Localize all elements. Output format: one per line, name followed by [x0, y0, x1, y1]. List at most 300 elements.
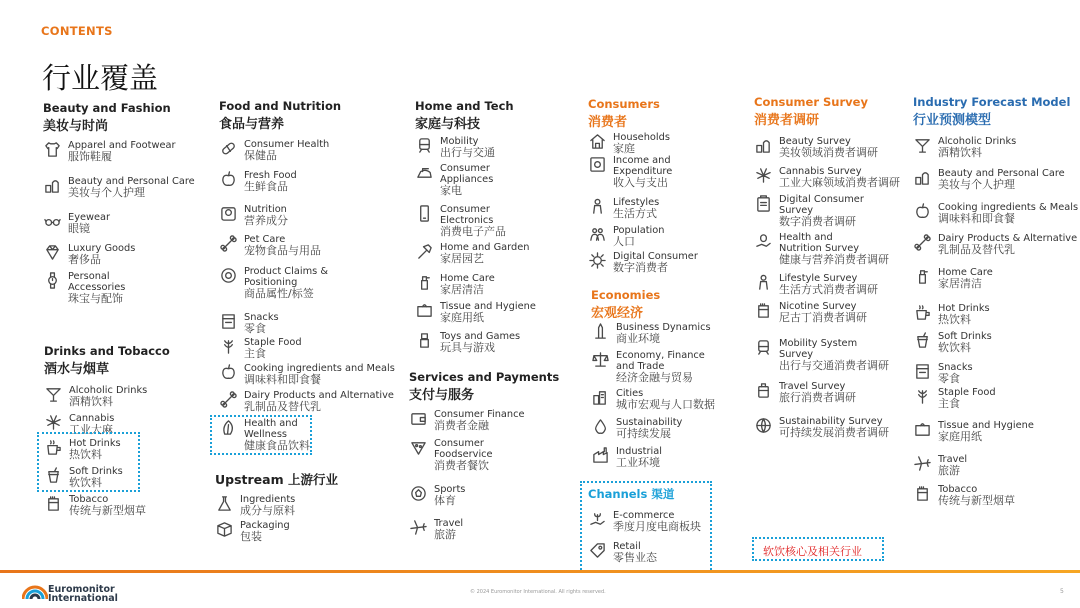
- item-label-en: Dairy Products and Alternative: [244, 390, 394, 401]
- list-item-economies: [591, 446, 662, 469]
- list-item-drinks: [44, 385, 147, 408]
- item-label-en: Population: [613, 225, 665, 236]
- highlight-box-health: [210, 415, 312, 455]
- item-text: [244, 139, 329, 162]
- item-label-en: Cooking ingredients and Meals: [244, 363, 395, 374]
- item-label-en: Consumer Finance: [434, 409, 525, 420]
- item-label-en: Cooking ingredients & Meals: [938, 202, 1079, 213]
- list-item-beauty: [43, 176, 195, 199]
- item-text: [244, 234, 321, 257]
- group-heading-forecast: [913, 95, 1070, 128]
- item-label-zh: 消费者金融: [434, 419, 489, 432]
- item-label-zh: 出行与交通: [440, 146, 495, 159]
- airplane-icon: [409, 518, 427, 536]
- list-item-services: [409, 438, 493, 472]
- list-item-services: [409, 484, 465, 507]
- item-label-zh: 热饮料: [69, 448, 102, 461]
- grain-icon: [913, 387, 931, 405]
- item-text: [434, 409, 525, 432]
- group-title-zh: 食品与营养: [219, 117, 285, 132]
- item-label-en: Digital Consumer: [613, 251, 698, 262]
- legend-note: 软饮核心及相关行业: [763, 545, 862, 558]
- item-label-en: Snacks: [938, 362, 973, 373]
- item-label-en: Beauty and Personal Care: [68, 176, 195, 187]
- cocktail-icon: [44, 385, 62, 403]
- list-item-survey: [754, 301, 867, 324]
- item-label-zh: 家庭用纸: [938, 430, 982, 443]
- list-item-consumers: [588, 197, 659, 220]
- group-heading-services: [409, 370, 559, 403]
- safe-icon: [588, 155, 606, 173]
- item-label-zh: 家居清洁: [440, 283, 484, 296]
- item-label-en: Personal: [68, 271, 110, 282]
- drop-icon: [591, 417, 609, 435]
- group-title-zh: 家庭与科技: [415, 117, 481, 132]
- item-text: [938, 267, 993, 290]
- item-label-zh: 人口: [613, 235, 635, 248]
- phone-icon: [415, 204, 433, 222]
- train-icon: [754, 338, 772, 356]
- highlight-box-channels: [580, 481, 712, 573]
- group-title-en: Drinks and Tobacco: [44, 344, 170, 358]
- item-label-zh: 家庭: [613, 142, 635, 155]
- list-item-forecast: [913, 136, 1016, 159]
- group-title-zh: 宏观经济: [591, 306, 644, 321]
- item-label-en: Cannabis Survey: [779, 166, 862, 177]
- highlight-box-drinks: [37, 432, 140, 492]
- item-label-zh: 旅行消费者调研: [779, 391, 856, 404]
- watch-icon: [43, 271, 61, 289]
- pill-icon: [219, 139, 237, 157]
- item-label-en: Snacks: [244, 312, 279, 323]
- item-label-en: Cannabis: [69, 413, 115, 424]
- item-text: [938, 303, 990, 326]
- list-item-home: [415, 273, 495, 296]
- football-icon: [409, 484, 427, 502]
- item-text: [68, 140, 176, 163]
- group-heading-food: [219, 99, 341, 132]
- item-label-zh: 工业大麻领域消费者调研: [779, 176, 900, 189]
- group-title-zh: 支付与服务: [409, 388, 475, 403]
- group-heading-survey: [754, 95, 868, 128]
- list-item-survey: [754, 136, 878, 159]
- group-title-en: Industry Forecast Model: [913, 95, 1071, 109]
- item-label-zh: 保健品: [244, 149, 277, 162]
- list-item-survey: [754, 273, 878, 296]
- item-label-en: Pet Care: [244, 234, 286, 245]
- item-label-zh: 奢侈品: [68, 253, 101, 266]
- scale-icon: [219, 204, 237, 222]
- group-heading-economies: [591, 288, 660, 321]
- list-item-economies: [591, 417, 682, 440]
- item-label-zh: 经济金融与贸易: [616, 371, 693, 384]
- factory-icon: [591, 446, 609, 464]
- item-label-en: Health and: [779, 232, 833, 243]
- item-text: [938, 168, 1065, 191]
- item-text: [616, 417, 682, 440]
- item-text: [440, 273, 495, 296]
- item-label-en: Tobacco: [938, 484, 978, 495]
- item-label-en: Hot Drinks: [69, 438, 121, 449]
- item-label-en: Soft Drinks: [69, 466, 123, 477]
- group-heading-home: [415, 99, 514, 132]
- item-label-zh: 商业环境: [616, 332, 660, 345]
- item-text: [613, 155, 672, 189]
- item-label-zh: 家电: [440, 184, 462, 197]
- item-label-en: Dairy Products & Alternative: [938, 233, 1078, 244]
- list-item-home: [415, 204, 506, 238]
- item-label-en: Ingredients: [240, 494, 296, 505]
- item-label-zh: 乳制品及替代乳: [938, 243, 1015, 256]
- item-label-zh: 成分与原料: [240, 504, 295, 517]
- item-label-en: Survey: [779, 205, 814, 216]
- item-text: [244, 337, 302, 360]
- tissue-icon: [415, 301, 433, 319]
- item-text: [68, 243, 135, 266]
- item-label-en: Travel Survey: [779, 381, 846, 392]
- pizza-icon: [409, 438, 427, 456]
- list-item-food: [219, 337, 302, 360]
- item-text: [779, 166, 900, 189]
- spray-bottle-icon: [415, 273, 433, 291]
- list-item-forecast: [913, 267, 993, 290]
- list-item-food: [219, 170, 297, 193]
- list-item-food: [219, 234, 321, 257]
- item-text: [244, 266, 328, 300]
- item-label-zh: 酒精饮料: [938, 146, 982, 159]
- people-icon: [588, 225, 606, 243]
- item-text: [938, 136, 1016, 159]
- apple-icon: [219, 363, 237, 381]
- item-label-zh: 乳制品及替代乳: [244, 400, 321, 413]
- item-text: [69, 385, 147, 408]
- item-label-zh: 珠宝与配饰: [68, 292, 123, 305]
- item-label-zh: 健康与营养消费者调研: [779, 253, 889, 266]
- item-label-en: Soft Drinks: [938, 331, 992, 342]
- section-label: CONTENTS: [41, 24, 113, 38]
- list-item-economies: [591, 322, 711, 345]
- item-text: [240, 520, 290, 543]
- cosmetics-icon: [754, 136, 772, 154]
- item-text: [938, 202, 1078, 225]
- label-icon: [219, 266, 237, 284]
- item-text: [779, 273, 878, 296]
- item-text: [613, 197, 659, 220]
- toy-icon: [415, 331, 433, 349]
- list-item-consumers: [588, 225, 664, 248]
- list-item-food: [219, 204, 288, 227]
- group-heading-consumers: [588, 97, 660, 130]
- item-label-en: Packaging: [240, 520, 290, 531]
- hand-pill-icon: [754, 232, 772, 250]
- item-label-zh: 旅游: [434, 528, 456, 541]
- list-item-forecast: [913, 202, 1078, 225]
- item-text: [244, 390, 394, 413]
- item-text: [938, 331, 992, 354]
- item-label-en: Travel: [938, 454, 968, 465]
- list-item-food: [219, 266, 328, 300]
- item-label-zh: 热饮料: [938, 313, 971, 326]
- item-text: [434, 438, 493, 472]
- item-label-en: Economy, Finance: [616, 350, 705, 361]
- list-item-forecast: [913, 420, 1034, 443]
- group-title-en: Consumers: [588, 97, 660, 111]
- item-text: [779, 338, 889, 372]
- list-item-economies: [591, 388, 715, 411]
- hammer-icon: [415, 242, 433, 260]
- bone-icon: [913, 233, 931, 251]
- item-text: [440, 204, 506, 238]
- item-label-zh: 酒精饮料: [69, 395, 113, 408]
- item-label-en: Tissue and Hygiene: [938, 420, 1034, 431]
- item-text: [613, 132, 670, 155]
- item-label-zh: 玩具与游戏: [440, 341, 495, 354]
- diamond-icon: [43, 243, 61, 261]
- group-title-zh: 美妆与时尚: [43, 119, 109, 134]
- page-number: 5: [1060, 588, 1064, 595]
- item-label-en: Eyewear: [68, 212, 111, 223]
- item-label-zh: 数字消费者调研: [779, 215, 856, 228]
- list-item-beauty: [43, 140, 176, 163]
- group-title-en: Home and Tech: [415, 99, 514, 113]
- group-title-en: Food and Nutrition: [219, 99, 342, 113]
- group-heading-drinks: [44, 344, 170, 377]
- item-text: [240, 494, 295, 517]
- item-label-en: Alcoholic Drinks: [938, 136, 1017, 147]
- item-label-zh: 家居园艺: [440, 252, 484, 265]
- list-item-forecast: [913, 233, 1077, 256]
- wallet-icon: [409, 409, 427, 427]
- item-label-en: Business Dynamics: [616, 322, 711, 333]
- item-text: [434, 484, 465, 507]
- list-item-survey: [754, 338, 889, 372]
- group-title-en: Services and Payments: [409, 370, 560, 384]
- bone-icon: [219, 390, 237, 408]
- group-title-zh: 消费者调研: [754, 113, 820, 128]
- tower-icon: [591, 322, 609, 340]
- apple-icon: [219, 170, 237, 188]
- clipboard-icon: [754, 194, 772, 212]
- page-title: 行业覆盖: [42, 61, 159, 95]
- person-icon: [588, 197, 606, 215]
- item-label-en: Appliances: [440, 174, 494, 185]
- group-title-zh: 酒水与烟草: [44, 362, 110, 377]
- item-text: [613, 225, 664, 248]
- item-label-en: Luxury Goods: [68, 243, 136, 254]
- list-item-survey: [754, 166, 900, 189]
- list-item-beauty: [43, 212, 110, 235]
- item-label-zh: 消费电子产品: [440, 225, 506, 238]
- item-label-zh: 软饮料: [938, 341, 971, 354]
- item-label-en: Tissue and Hygiene: [440, 301, 536, 312]
- item-label-en: Digital Consumer: [779, 194, 864, 205]
- item-label-en: Electronics: [440, 215, 494, 226]
- shirt-icon: [43, 140, 61, 158]
- item-text: [244, 363, 395, 386]
- item-text: [68, 271, 125, 305]
- snack-bowl-icon: [219, 312, 237, 330]
- item-label-en: Alcoholic Drinks: [69, 385, 148, 396]
- item-label-en: Nicotine Survey: [779, 301, 857, 312]
- item-label-en: Sports: [434, 484, 466, 495]
- list-item-forecast: [913, 454, 967, 477]
- list-item-home: [415, 301, 536, 324]
- item-text: [779, 381, 856, 404]
- tissue-icon: [913, 420, 931, 438]
- item-label-zh: 旅游: [938, 464, 960, 477]
- item-text: [938, 233, 1077, 256]
- item-text: [613, 251, 698, 274]
- item-label-en: Positioning: [244, 277, 298, 288]
- item-text: [938, 420, 1034, 443]
- item-label-zh: 零售业态: [613, 551, 657, 564]
- item-label-en: Foodservice: [434, 449, 493, 460]
- cosmetics-icon: [913, 168, 931, 186]
- item-label-zh: 包装: [240, 530, 262, 543]
- euromonitor-logo-icon: [22, 582, 48, 600]
- item-text: [616, 446, 662, 469]
- item-text: [440, 136, 495, 159]
- item-text: [938, 484, 1015, 507]
- group-title-en: Upstream 上游行业: [215, 472, 338, 487]
- item-text: [244, 204, 288, 227]
- item-label-zh: 家居清洁: [938, 277, 982, 290]
- city-icon: [591, 388, 609, 406]
- list-item-upstream: [215, 520, 290, 543]
- item-label-en: Consumer: [440, 163, 490, 174]
- item-label-en: Beauty and Personal Care: [938, 168, 1065, 179]
- eyewear-icon: [43, 212, 61, 230]
- list-item-services: [409, 518, 463, 541]
- item-label-en: Staple Food: [244, 337, 302, 348]
- cigarette-box-icon: [913, 484, 931, 502]
- item-label-zh: 软饮料: [69, 476, 102, 489]
- list-item-food: [219, 312, 279, 335]
- list-item-consumers: [588, 132, 670, 155]
- item-label-zh: 美妆与个人护理: [68, 186, 145, 199]
- item-label-en: Toys and Games: [440, 331, 521, 342]
- list-item-consumers: [588, 251, 698, 274]
- item-label-en: Retail: [613, 541, 641, 552]
- list-item-home: [415, 331, 520, 354]
- item-text: [779, 416, 889, 439]
- group-title-en: Consumer Survey: [754, 95, 868, 109]
- item-label-en: Cities: [616, 388, 644, 399]
- group-title-zh: 消费者: [588, 115, 628, 130]
- item-label-en: Travel: [434, 518, 464, 529]
- list-item-forecast: [913, 303, 990, 326]
- footer-bar: [0, 570, 1080, 573]
- copyright-text: © 2024 Euromonitor International. All rights reserved.: [470, 589, 606, 595]
- item-label-en: Home Care: [938, 267, 993, 278]
- list-item-beauty: [43, 243, 135, 266]
- list-item-home: [415, 242, 530, 265]
- item-label-zh: 生活方式: [613, 207, 657, 220]
- item-label-en: Fresh Food: [244, 170, 297, 181]
- item-label-zh: 传统与新型烟草: [938, 494, 1015, 507]
- item-label-zh: 健康食品饮料: [244, 439, 310, 452]
- list-item-consumers: [588, 155, 672, 189]
- item-label-en: Mobility System: [779, 338, 858, 349]
- item-label-zh: 消费者餐饮: [434, 459, 489, 472]
- item-text: [616, 350, 705, 384]
- item-label-en: E-commerce: [613, 510, 675, 521]
- item-label-en: Lifestyles: [613, 197, 660, 208]
- item-label-zh: 调味料和即食餐: [244, 373, 321, 386]
- spray-bottle-icon: [913, 267, 931, 285]
- item-label-en: Sustainability: [616, 417, 683, 428]
- item-text: [616, 388, 715, 411]
- list-item-food: [219, 139, 329, 162]
- item-label-zh: 宠物食品与用品: [244, 244, 321, 257]
- item-label-en: Nutrition Survey: [779, 243, 860, 254]
- item-text: [779, 301, 867, 324]
- item-label-zh: 城市宏观与人口数据: [616, 398, 715, 411]
- item-text: [244, 170, 297, 193]
- item-label-zh: 体育: [434, 494, 456, 507]
- item-label-zh: 传统与新型烟草: [69, 504, 146, 517]
- item-label-zh: 眼镜: [68, 222, 90, 235]
- list-item-economies: [591, 350, 705, 384]
- item-text: [68, 176, 195, 199]
- item-label-en: Home and Garden: [440, 242, 530, 253]
- grain-icon: [219, 337, 237, 355]
- list-item-forecast: [913, 168, 1065, 191]
- coffee-cup-icon: [913, 303, 931, 321]
- globe-icon: [754, 416, 772, 434]
- house-icon: [588, 132, 606, 150]
- item-label-en: Survey: [779, 349, 814, 360]
- item-label-zh: 季度月度电商板块: [613, 520, 701, 533]
- apple-icon: [913, 202, 931, 220]
- group-heading-upstream: [215, 470, 338, 488]
- item-label-en: Health and: [244, 418, 298, 429]
- group-title-en: Beauty and Fashion: [43, 101, 171, 115]
- list-item-forecast: [913, 387, 996, 410]
- cannabis-icon: [44, 413, 62, 431]
- item-label-zh: 零食: [938, 372, 960, 385]
- item-label-zh: 零食: [244, 322, 266, 335]
- item-label-zh: 美妆领域消费者调研: [779, 146, 878, 159]
- item-label-en: Lifestyle Survey: [779, 273, 858, 284]
- item-text: [779, 136, 878, 159]
- item-text: [616, 322, 711, 345]
- list-item-survey: [754, 416, 889, 439]
- item-label-en: Staple Food: [938, 387, 996, 398]
- item-label-en: Accessories: [68, 282, 126, 293]
- item-label-zh: 美妆与个人护理: [938, 178, 1015, 191]
- snack-bowl-icon: [913, 362, 931, 380]
- item-label-en: and Trade: [616, 361, 665, 372]
- item-text: [440, 242, 530, 265]
- list-item-upstream: [215, 494, 295, 517]
- group-title-en: Channels 渠道: [588, 487, 675, 501]
- airplane-icon: [913, 454, 931, 472]
- group-title-en: Economies: [591, 288, 661, 302]
- item-label-zh: 商品属性/标签: [244, 287, 314, 300]
- item-label-zh: 主食: [938, 397, 960, 410]
- item-text: [938, 454, 967, 477]
- list-item-services: [409, 409, 525, 432]
- item-label-zh: 工业环境: [616, 456, 660, 469]
- luggage-icon: [754, 381, 772, 399]
- iron-icon: [415, 163, 433, 181]
- item-label-zh: 生鲜食品: [244, 180, 288, 193]
- list-item-forecast: [913, 362, 973, 385]
- train-icon: [415, 136, 433, 154]
- item-label-en: Expenditure: [613, 166, 673, 177]
- soda-cup-icon: [913, 331, 931, 349]
